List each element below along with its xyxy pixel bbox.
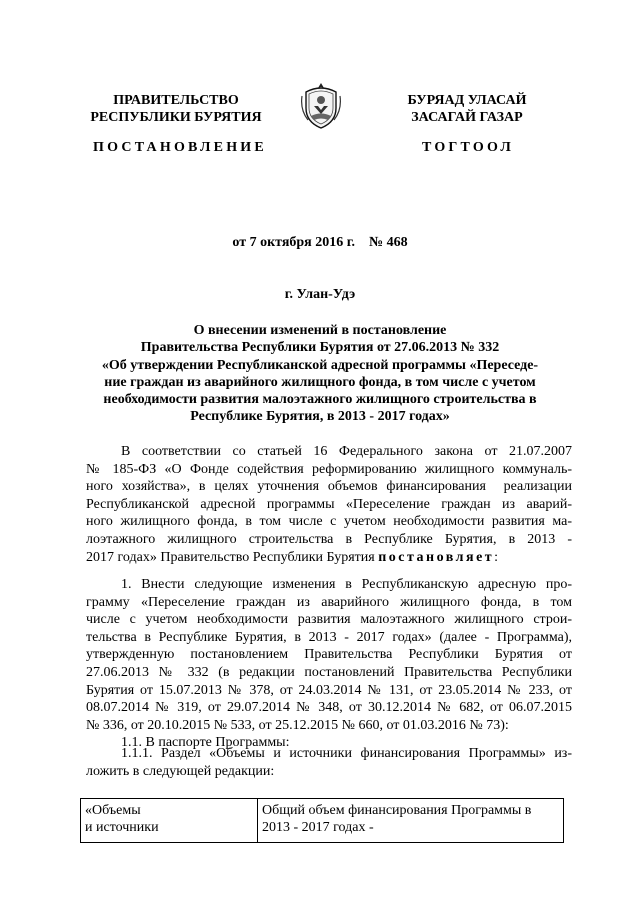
document-type-russian: ПОСТАНОВЛЕНИЕ [93,140,267,155]
body-line: тельства в Республике Бурятия, в 2013 - 2017 годах» (далее - Программа), [86,629,572,645]
resolves-word: постановляет [378,549,495,565]
body-line: лоэтажного жилищного строительства в Республике Бурятия, в 2013 - [86,531,572,547]
cell-line: Общий объем финансирования Программы в [262,803,532,818]
subject-line: Республике Бурятия, в 2013 - 2017 годах» [190,409,450,425]
colon: : [494,549,499,565]
body-line: № 185-ФЗ «О Фонде содействия реформированию жилищного коммуналь- [86,461,572,477]
paragraph-item-1-1-1 [86,745,572,780]
paragraph-item-1 [86,576,572,752]
body-line: Республиканской адресной программы «Переселение граждан из аварий- [86,496,572,512]
body-line: утвержденную постановлением Правительства Республики Бурятия от [86,647,572,663]
body-line: ного хозяйства», в целях уточнения объемов финансирования реализации [86,479,572,495]
subject-line: ние граждан из аварийного жилищного фонда, в том числе с учетом [104,374,536,390]
header-left-line-2: РЕСПУБЛИКИ БУРЯТИЯ [90,110,262,125]
city-line: г. Улан-Удэ [284,287,356,302]
body-line: числе с учетом необходимости развития малоэтажного жилищного строи- [86,612,572,628]
subject-line: О внесении изменений в постановление [193,323,447,338]
subject-line: Правительства Республики Бурятия от 27.06.2013 № 332 [140,340,500,356]
document-subject [80,322,560,426]
body-text: 2017 годах» Правительство Республики Бурятия [86,549,379,565]
body-line-last [86,549,572,567]
body-line: Бурятия от 15.07.2013 № 378, от 24.03.2014 № 131, от 23.05.2014 № 233, от [86,682,572,698]
body-line: 1.1. В паспорте Программы: [121,735,290,751]
government-name-buryat [372,92,562,126]
subject-line: «Об утверждении Республиканской адресной программы «Переседе- [101,357,539,373]
body-line: 1. Внести следующие изменения в Республиканскую адресную про- [121,577,572,592]
body-line: В соответствии со статьей 16 Федерального закона от 21.07.2007 [121,444,572,459]
body-line: грамму «Переселение граждан из аварийного жилищного фонда, в том [86,594,572,610]
body-line: 08.07.2014 № 319, от 29.07.2014 № 348, от 30.12.2014 № 682, от 06.07.2015 [86,700,572,716]
subject-line: необходимости развития малоэтажного жилищного строительства в [103,392,537,408]
paragraph-preamble [86,443,572,566]
table-cell-label [81,799,258,843]
government-name-russian [60,92,292,126]
table-row [81,799,564,843]
body-line: 1.1.1. Раздел «Объемы и источники финансирования Программы» из- [121,746,572,761]
document-type-buryat: ТОГТООЛ [421,140,515,155]
body-line: ложить в следующей редакции: [86,763,275,779]
header-right-line-1: БУРЯАД УЛАСАЙ [407,93,527,108]
body-line: ного жилищного фонда, в том числе с учетом необходимости развития ма- [86,514,572,530]
body-line: 27.06.2013 № 332 (в редакции постановлений Правительства Республики [86,664,572,680]
cell-line: «Объемы [85,803,141,818]
coat-of-arms-icon [300,80,342,130]
header-left-line-1: ПРАВИТЕЛЬСТВО [113,93,239,108]
table-cell-value [258,799,564,843]
funding-table [80,798,564,843]
body-line: № 336, от 20.10.2015 № 533, от 25.12.2015 № 660, от 01.03.2016 № 73): [86,717,509,733]
cell-line: и источники [85,820,159,835]
header-right-line-2: ЗАСАГАЙ ГАЗАР [411,110,523,125]
date-number-line: от 7 октября 2016 г. № 468 [232,235,408,250]
cell-line: 2013 - 2017 годах - [262,820,374,835]
